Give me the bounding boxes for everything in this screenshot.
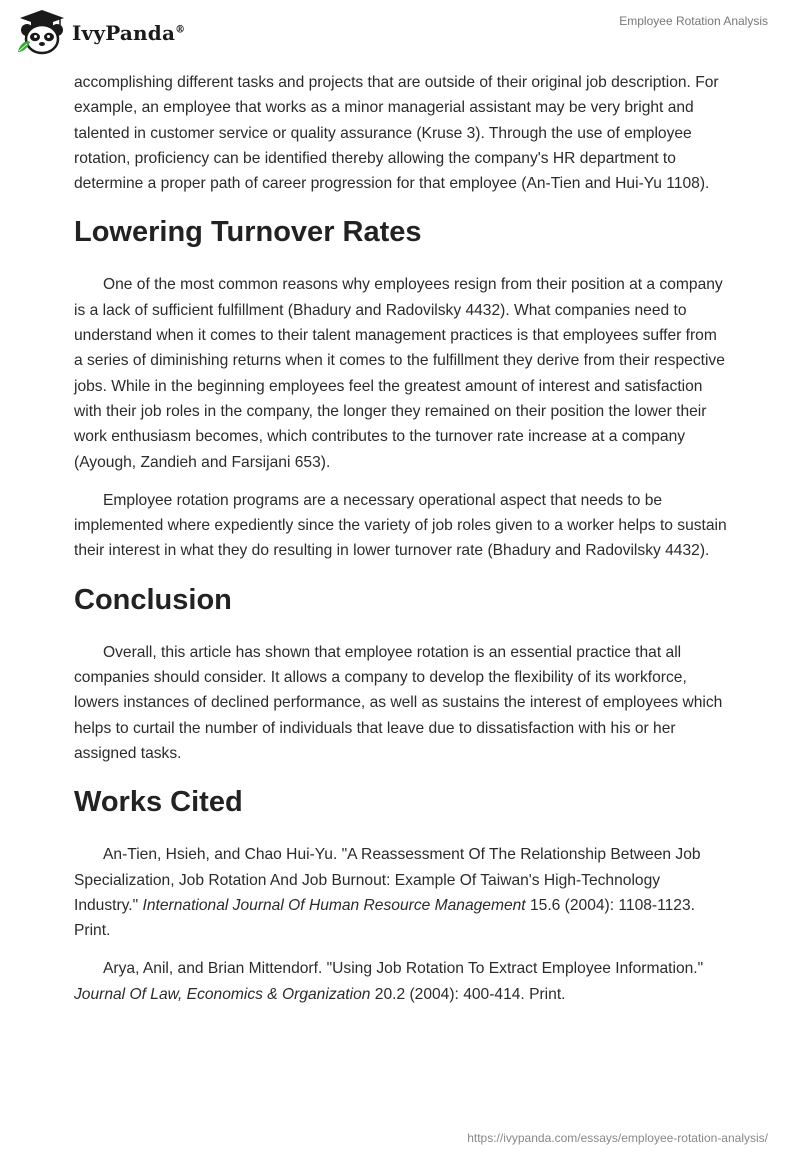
article-body <box>74 70 728 1020</box>
panda-logo-icon <box>14 8 70 56</box>
page-header <box>0 0 800 66</box>
paragraph-conclusion: Overall, this article has shown that employee rotation is an essential practice that all companies should consider. It allows a company to develop the flexibility of its workforce, lowers instances of declined performance, as well as sustains the interest of employees which helps to curtail the number of individuals that leave due to dissatisfaction with his or her assigned tasks. <box>74 643 723 762</box>
journal-title: International Journal Of Human Resource Management <box>142 896 526 914</box>
heading-lowering-turnover-rates: Lowering Turnover Rates <box>74 216 422 249</box>
journal-title: Journal Of Law, Economics & Organization <box>74 985 371 1003</box>
paragraph-continued: accomplishing different tasks and projects that are outside of their original job description. For example, an employee that works as a minor managerial assistant may be very bright and talented in customer service or quality assurance (Kruse 3). Through the use of employee rotation, proficiency can be identified thereby allowing the company's HR department to determine a proper path of career progression for that employee (An-Tien and Hui-Yu 1108). <box>74 74 719 193</box>
citation-arya: Arya, Anil, and Brian Mittendorf. "Using Job Rotation To Extract Employee Information." Journal Of Law, Economics & Organization 20.2 (2004): 400-414. Print. <box>74 960 704 1003</box>
brand-name: IvyPanda® <box>72 21 186 45</box>
heading-works-cited: Works Cited <box>74 786 243 819</box>
ivypanda-logo[interactable] <box>14 8 185 56</box>
paragraph-turnover-2: Employee rotation programs are a necessary operational aspect that needs to be implemented where expediently since the variety of job roles given to a worker helps to sustain their interest in what they do resulting in lower turnover rate (Bhadury and Radovilsky 4432). <box>74 491 727 560</box>
running-title: Employee Rotation Analysis <box>619 14 768 28</box>
heading-conclusion: Conclusion <box>74 583 232 616</box>
citation-an-tien: An-Tien, Hsieh, and Chao Hui-Yu. "A Reassessment Of The Relationship Between Job Specialization, Job Rotation And Job Burnout: Example Of Taiwan's High-Technology Industry." International Journal Of Human Resource Management 15.6 (2004): 1108-1123. Print. <box>74 846 701 940</box>
paragraph-turnover-1: One of the most common reasons why employees resign from their position at a company is a lack of sufficient fulfillment (Bhadury and Radovilsky 4432). What companies need to understand when it comes to their talent management practices is that employees suffer from a series of diminishing returns when it comes to the fulfillment they derive from their respective jobs. While in the beginning employees feel the greatest amount of interest and satisfaction with their job roles in the company, the longer they remained on their position the lower their work enthusiasm becomes, which contributes to the turnover rate increase at a company (Ayough, Zandieh and Farsijani 653). <box>74 276 725 471</box>
source-url[interactable]: https://ivypanda.com/essays/employee-rotation-analysis/ <box>467 1131 768 1145</box>
